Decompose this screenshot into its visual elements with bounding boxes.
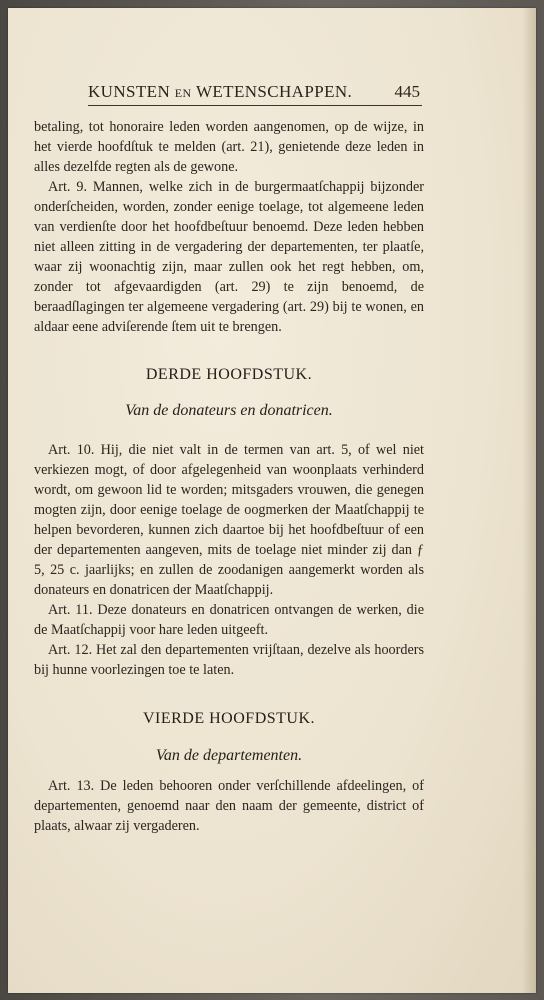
text-block-chapter3	[34, 440, 424, 680]
text-block-top	[34, 117, 424, 337]
paragraph: Art. 13. De leden behooren onder verſchillende afdeelingen, of departementen, genoemd naar den naam der gemeente, district of plaats, alwaar zij vergaderen.	[34, 778, 424, 834]
title-part-1: KUNSTEN	[88, 82, 171, 101]
running-header	[88, 79, 422, 106]
paragraph: Art. 10. Hij, die niet valt in de termen van art. 5, of wel niet verkiezen mogt, of door afgelegenheid van woonplaats verhinderd wordt, om gewoon lid te worden; mitsgaders vrouwen, die genegen mogten zijn, door eenige toelage de oogmerken der Maatſchappij te helpen bevorderen, kunnen zich daartoe bij het hoofdbeſtuur of een der departementen aangeven, mits de toelage niet minder zij dan ƒ 5, 25 c. jaarlijks; en zullen de zoodanigen aangemerkt worden als donateurs en donatricen der Maatſchappij.	[34, 442, 424, 598]
title-en: EN	[174, 86, 192, 100]
chapter-heading-3: DERDE HOOFDSTUK.	[145, 366, 313, 383]
chapter-subheading-3: Van de donateurs en donatricen.	[125, 402, 333, 419]
paragraph: Art. 9. Mannen, welke zich in de burgermaatſchappij bijzonder onderſcheiden, worden, zonder eenige toelage, tot algemeene leden van verdienſte door het hoofdbeſtuur benoemd. Deze leden hebben niet alleen zitting in de vergadering der departementen, ter plaatſe, waar zij woonachtig zijn, maar zullen ook het regt hebben, om, zonder tot afgevaardigden (art. 29) te zijn benoemd, de beraadſlagingen ter algemeene vergadering (art. 29) bij te wonen, en aldaar eene adviſerende ſtem uit te brengen.	[34, 179, 424, 335]
text-block-chapter4	[34, 776, 424, 836]
page-number: 445	[394, 82, 420, 101]
running-title	[88, 82, 352, 102]
paragraph: Art. 12. Het zal den departementen vrijſtaan, dezelve als hoorders bij hunne voorlezingen toe te laten.	[34, 642, 424, 678]
chapter-subheading-4: Van de departementen.	[155, 747, 303, 764]
paragraph: betaling, tot honoraire leden worden aangenomen, op de wijze, in het vierde hoofdſtuk te melden (art. 21), genietende deze leden in alles dezelfde regten als de gewone.	[34, 119, 424, 175]
title-part-2: WETENSCHAPPEN.	[195, 82, 353, 101]
paragraph: Art. 11. Deze donateurs en donatricen ontvangen de werken, die de Maatſchappij voor hare leden uitgeeft.	[34, 602, 424, 638]
chapter-heading-4: VIERDE HOOFDSTUK.	[142, 710, 316, 727]
